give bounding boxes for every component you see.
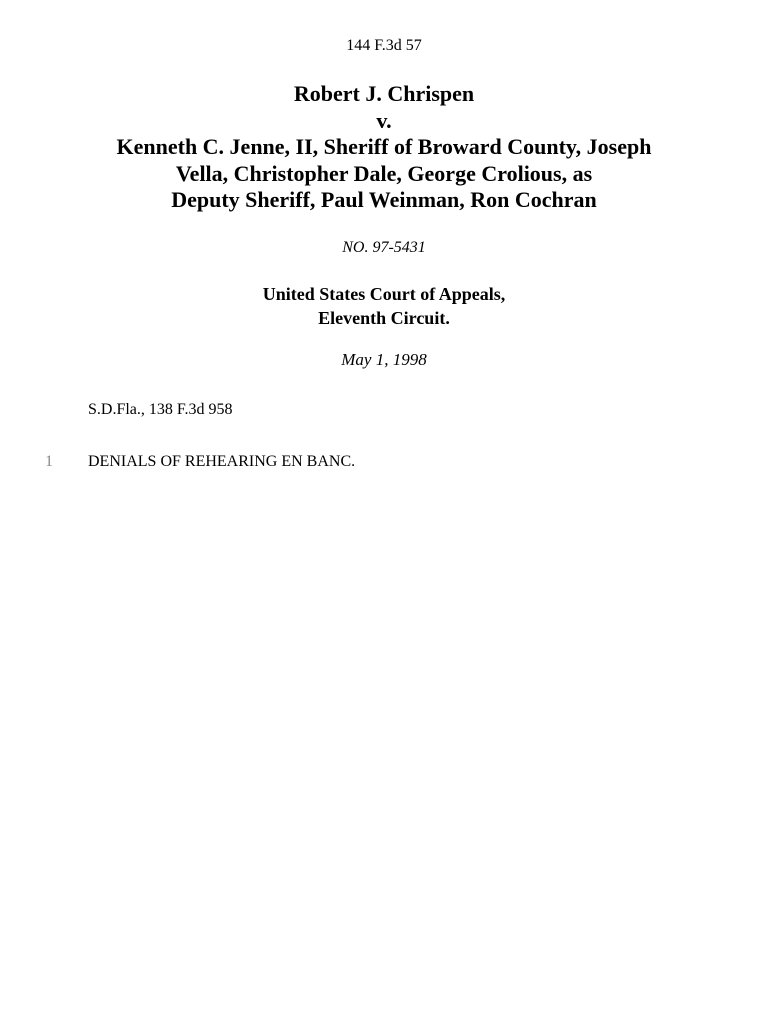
case-title-line: Vella, Christopher Dale, George Crolious, as (175, 160, 593, 186)
prior-history: S.D.Fla., 138 F.3d 958 (88, 401, 233, 418)
case-title-line: Kenneth C. Jenne, II, Sheriff of Broward County, Joseph (116, 134, 652, 159)
decision-date: May 1, 1998 (341, 350, 427, 369)
case-citation: 144 F.3d 57 (346, 37, 422, 54)
case-title-line: Deputy Sheriff, Paul Weinman, Ron Cochran (171, 187, 597, 212)
court-name-line: United States Court of Appeals, (262, 284, 506, 304)
case-title-line: v. (376, 107, 392, 133)
court-name-line: Eleventh Circuit. (318, 308, 450, 328)
paragraph-text: DENIALS OF REHEARING EN BANC. (88, 453, 356, 470)
court-name (0, 282, 768, 330)
docket-number: NO. 97-5431 (342, 239, 426, 256)
case-title (40, 81, 728, 214)
paragraph-number: 1 (45, 453, 53, 470)
case-title-line: Robert J. Chrispen (293, 81, 475, 106)
